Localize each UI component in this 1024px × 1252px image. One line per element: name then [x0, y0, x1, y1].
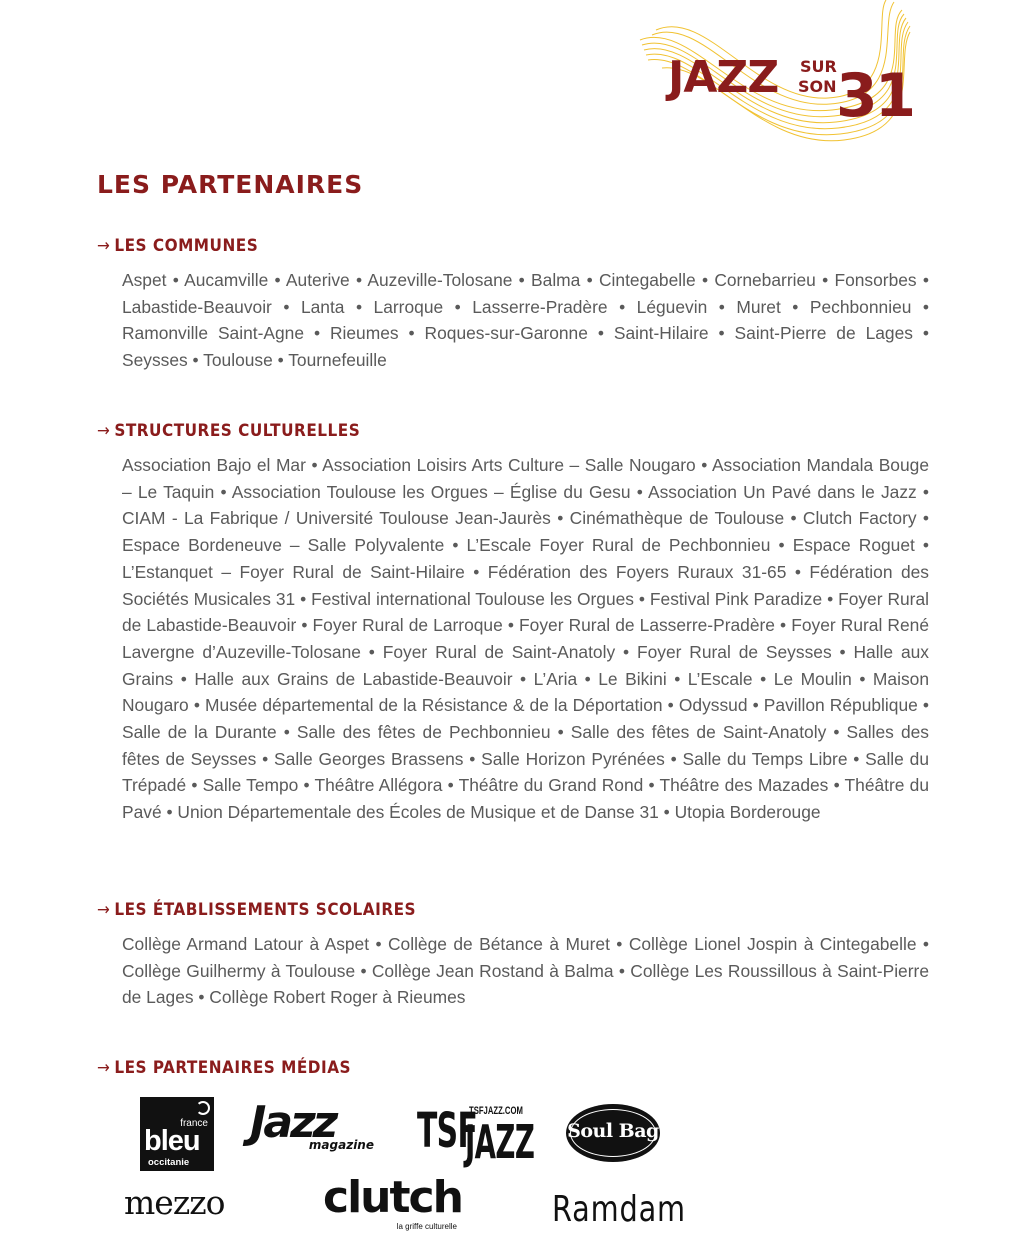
section-text: Aspet • Aucamville • Auterive • Auzeville-Tolosane • Balma • Cintegabelle • Cornebarrieu • Fonsorbes • Labastide-Beauvoir • Lanta • Larroque • Lasserre-Pradère • Léguevin • Muret • Pechbonnieu • Ramonville Saint-Agne • Rieumes • Roques-sur-Garonne • Saint-Hilaire • Saint-Pierre de Lages • Seysses • Toulouse • Tournefeuille	[122, 270, 929, 371]
france-bleu-logo: france bleu occitanie	[140, 1097, 214, 1171]
arrow-right-icon: →	[97, 900, 111, 920]
swirl-icon	[196, 1101, 210, 1115]
logo-number: 31	[836, 61, 912, 131]
clutch-logo: clutch la griffe culturelle	[323, 1172, 462, 1231]
jazz-sur-son-31-logo	[632, 0, 912, 150]
section-communes	[97, 236, 929, 374]
logo-word-sur: SUR	[800, 57, 837, 76]
section-etablissements-scolaires	[97, 900, 929, 1011]
section-title: → LES COMMUNES	[97, 236, 259, 256]
section-title: → LES PARTENAIRES MÉDIAS	[97, 1058, 352, 1078]
arrow-right-icon: →	[97, 421, 111, 441]
soul-bag-logo: Soul Bag	[566, 1104, 660, 1162]
section-text: Association Bajo el Mar • Association Loisirs Arts Culture – Salle Nougaro • Association Mandala Bouge – Le Taquin • Association Toulouse les Orgues – Église du Gesu • Association Un Pavé dans le Jazz • CIAM - La Fabrique / Université Toulouse Jean-Jaurès • Cinémathèque de Toulouse • Clutch Factory • Espace Bordeneuve – Salle Polyvalente • L’Escale Foyer Rural de Pechbonnieu • Espace Roguet • L’Estanquet – Foyer Rural de Saint-Hilaire • Fédération des Foyers Ruraux 31-65 • Fédération des Sociétés Musicales 31 • Festival international Toulouse les Orgues • Festival Pink Paradize • Foyer Rural de Labastide-Beauvoir • Foyer Rural de Larroque • Foyer Rural de Lasserre-Pradère • Foyer Rural René Lavergne d’Auzeville-Tolosane • Foyer Rural de Saint-Anatoly • Foyer Rural de Seysses • Halle aux Grains • Halle aux Grains de Labastide-Beauvoir • L’Aria • Le Bikini • L’Escale • Le Moulin • Maison Nougaro • Musée départemental de la Résistance & de la Déportation • Odyssud • Pavillon République • Salle de la Durante • Salle des fêtes de Pechbonnieu • Salle des fêtes de Saint-Anatoly • Salles des fêtes de Seysses • Salle Georges Brassens • Salle Horizon Pyrénées • Salle du Temps Libre • Salle du Trépadé • Salle Tempo • Théâtre Allégora • Théâtre du Grand Rond • Théâtre des Mazades • Théâtre du Pavé • Union Départementale des Écoles de Musique et de Danse 31 • Utopia Borderouge	[122, 455, 929, 823]
logo-wave-lines-icon	[632, 0, 912, 150]
section-partenaires-medias	[97, 1058, 929, 1078]
jazz-magazine-logo: Jazz magazine	[250, 1097, 374, 1152]
arrow-right-icon: →	[97, 1058, 111, 1078]
section-text: Collège Armand Latour à Aspet • Collège de Bétance à Muret • Collège Lionel Jospin à Cintegabelle • Collège Guilhermy à Toulouse • Collège Jean Rostand à Balma • Collège Les Roussillous à Saint-Pierre de Lages • Collège Robert Roger à Rieumes	[122, 934, 929, 1008]
ramdam-logo: Ramdam	[552, 1189, 686, 1230]
logo-word-jazz: JAZZ	[668, 52, 779, 103]
tsf-jazz-logo: TSF TSFJAZZ.COM JAZZ	[417, 1103, 535, 1169]
mezzo-logo: mezzo	[124, 1183, 225, 1222]
logo-word-son: SON	[798, 77, 837, 96]
section-structures-culturelles	[97, 421, 929, 826]
arrow-right-icon: →	[97, 236, 111, 256]
section-title: → STRUCTURES CULTURELLES	[97, 421, 361, 441]
page-title: LES PARTENAIRES	[97, 170, 364, 199]
section-title: → LES ÉTABLISSEMENTS SCOLAIRES	[97, 900, 417, 920]
